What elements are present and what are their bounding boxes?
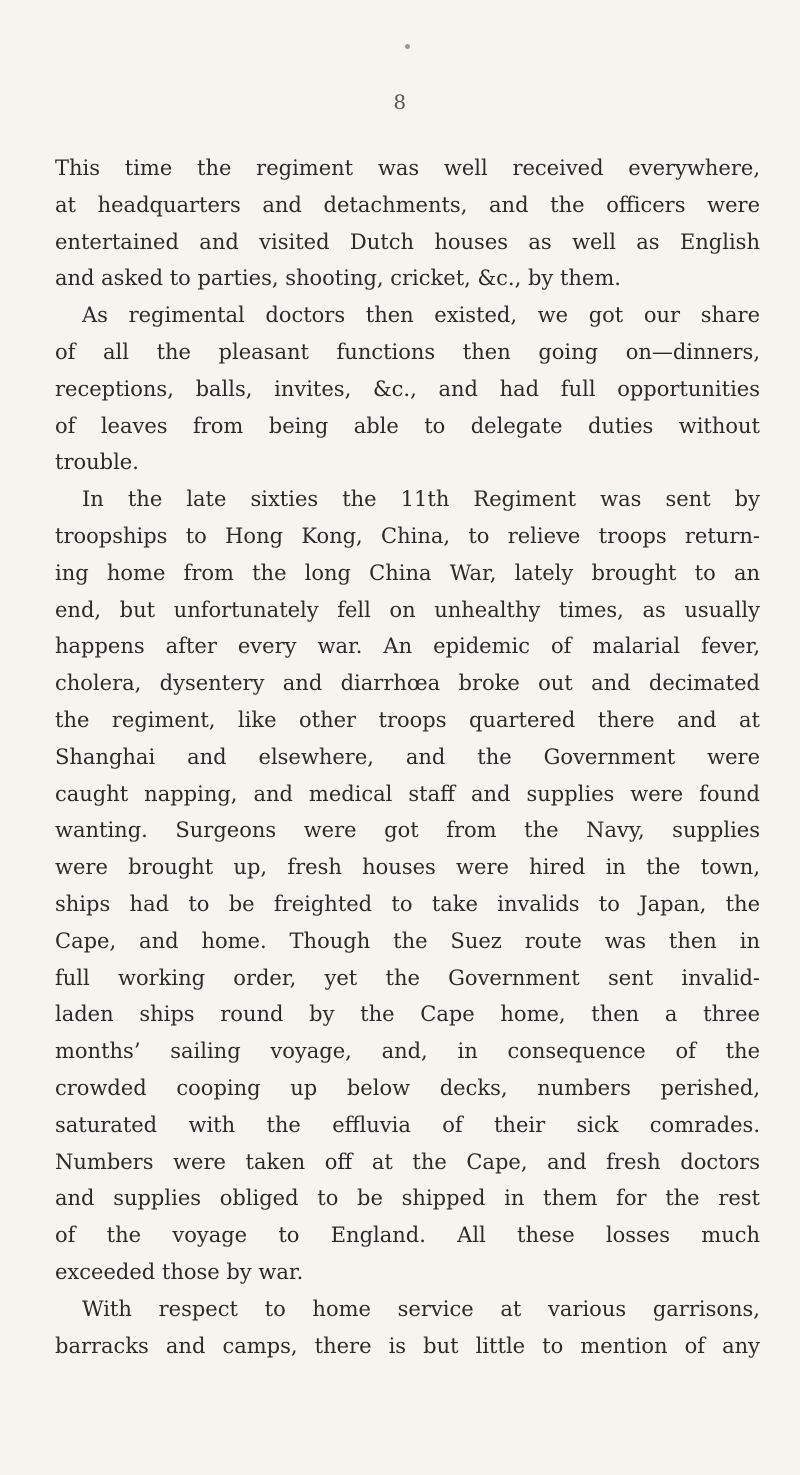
text-line: the regiment, like other troops quartered there and at xyxy=(55,707,760,732)
ink-speck xyxy=(405,44,410,49)
text-line: happens after every war. An epidemic of malarial fever, xyxy=(55,634,760,659)
page-number: 8 xyxy=(393,90,407,114)
text-line: of the voyage to England. All these losses much xyxy=(55,1223,760,1248)
paragraph xyxy=(55,150,760,297)
text-line: entertained and visited Dutch houses as well as English xyxy=(55,229,760,254)
paragraph xyxy=(55,297,760,481)
text-line: In the late sixties the 11th Regiment was sent by xyxy=(82,487,760,512)
text-line: crowded cooping up below decks, numbers perished, xyxy=(55,1075,760,1100)
body-text xyxy=(55,150,760,1364)
text-line: at headquarters and detachments, and the officers were xyxy=(55,192,760,217)
text-line: end, but unfortunately fell on unhealthy times, as usually xyxy=(55,597,760,622)
paragraph xyxy=(55,481,760,1291)
text-line: Numbers were taken off at the Cape, and fresh doctors xyxy=(55,1149,760,1174)
text-line: trouble. xyxy=(55,450,139,475)
text-line: barracks and camps, there is but little to mention of any xyxy=(55,1333,760,1358)
text-line: saturated with the effluvia of their sick comrades. xyxy=(55,1112,760,1137)
text-line: This time the regiment was well received everywhere, xyxy=(55,156,760,180)
text-line: receptions, balls, invites, &c., and had full opportunities xyxy=(55,376,760,401)
text-line: Cape, and home. Though the Suez route was then in xyxy=(55,928,760,953)
text-line: ing home from the long China War, lately brought to an xyxy=(55,560,760,585)
text-line: troopships to Hong Kong, China, to relieve troops return- xyxy=(55,523,760,548)
text-line: As regimental doctors then existed, we got our share xyxy=(82,303,760,328)
text-line: wanting. Surgeons were got from the Navy, supplies xyxy=(55,818,760,843)
text-line: caught napping, and medical staff and supplies were found xyxy=(55,781,760,806)
text-line: and asked to parties, shooting, cricket, &c., by them. xyxy=(55,266,621,291)
text-line: laden ships round by the Cape home, then a three xyxy=(55,1002,760,1027)
text-line: months’ sailing voyage, and, in consequence of the xyxy=(55,1039,760,1064)
text-line: were brought up, fresh houses were hired in the town, xyxy=(55,855,760,880)
text-line: exceeded those by war. xyxy=(55,1259,304,1284)
text-line: ships had to be freighted to take invalids to Japan, the xyxy=(55,891,760,916)
text-line: full working order, yet the Government sent invalid- xyxy=(55,965,760,990)
text-line: With respect to home service at various garrisons, xyxy=(82,1296,760,1321)
text-line: cholera, dysentery and diarrhœa broke out and decimated xyxy=(55,671,760,696)
text-line: and supplies obliged to be shipped in them for the rest xyxy=(55,1186,760,1211)
text-line: of all the pleasant functions then going on—dinners, xyxy=(55,339,760,364)
text-line: Shanghai and elsewhere, and the Government were xyxy=(55,744,760,769)
text-line: of leaves from being able to delegate duties without xyxy=(55,413,760,438)
paragraph xyxy=(55,1291,760,1365)
